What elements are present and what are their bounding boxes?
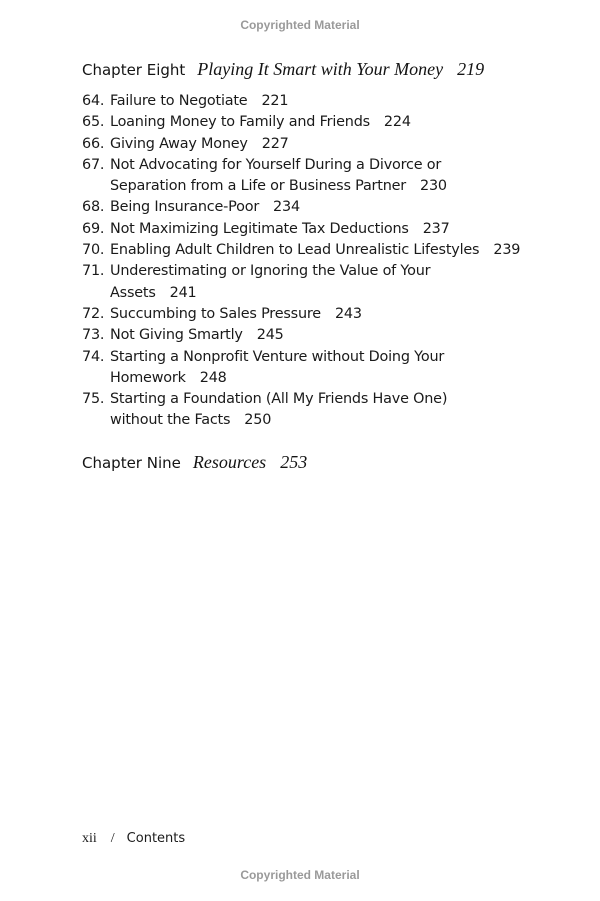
chapter-nine-heading <box>82 452 307 473</box>
entry-title-wrap <box>110 91 562 112</box>
entry-title: Giving Away Money <box>110 135 248 152</box>
toc-entry-list <box>82 91 562 432</box>
entry-title: Loaning Money to Family and Friends <box>110 114 370 131</box>
entry-title-wrap <box>110 261 445 304</box>
entry-title-wrap <box>110 112 562 133</box>
toc-entry <box>82 389 562 432</box>
entry-number: 64. <box>82 93 105 109</box>
toc-entry <box>82 304 562 325</box>
entry-page-number: 241 <box>169 284 197 301</box>
chapter-page-number: 219 <box>457 59 485 79</box>
entry-page-number: 248 <box>199 369 227 386</box>
copyright-watermark-bottom: Copyrighted Material <box>240 868 360 882</box>
running-head: Contents <box>126 831 186 846</box>
entry-title: Enabling Adult Children to Lead Unrealistic Lifestyles <box>110 242 480 259</box>
copyright-watermark-top: Copyrighted Material <box>240 18 360 32</box>
entry-title: Starting a Nonprofit Venture without Doing Your Homework <box>110 348 445 386</box>
entry-number: 68. <box>82 199 105 216</box>
chapter-label: Chapter Nine <box>82 454 181 472</box>
entry-page-number: 237 <box>422 220 450 237</box>
chapter-page-number: 253 <box>280 452 308 472</box>
chapter-title: Playing It Smart with Your Money <box>197 59 444 79</box>
entry-title-wrap <box>110 347 455 390</box>
folio-separator: / <box>110 831 115 846</box>
toc-entry <box>82 219 562 240</box>
toc-entry <box>82 155 562 198</box>
entry-number: 71. <box>82 263 105 280</box>
entry-title-wrap <box>110 219 562 240</box>
entry-page-number: 250 <box>244 412 272 429</box>
entry-title: Not Giving Smartly <box>110 327 243 344</box>
entry-title-wrap <box>110 197 562 218</box>
entry-page-number: 245 <box>256 327 284 344</box>
entry-page-number: 221 <box>261 93 289 109</box>
toc-entry <box>82 325 562 346</box>
toc-entry <box>82 261 562 304</box>
entry-title: Not Advocating for Yourself During a Divorce or Separation from a Life or Business Partner <box>110 156 442 195</box>
entry-title: Not Maximizing Legitimate Tax Deductions <box>110 220 409 237</box>
entry-title-wrap <box>110 240 562 261</box>
toc-entry <box>82 112 562 133</box>
entry-number: 66. <box>82 135 105 152</box>
entry-title: Being Insurance-Poor <box>110 199 260 216</box>
entry-title-wrap <box>110 389 455 432</box>
chapter-eight-heading <box>82 59 484 80</box>
entry-page-number: 224 <box>383 114 411 131</box>
toc-entry <box>82 347 562 390</box>
entry-title: Succumbing to Sales Pressure <box>110 305 321 322</box>
entry-title: Starting a Foundation (All My Friends Have One) without the Facts <box>110 391 448 429</box>
entry-title-wrap <box>110 155 450 198</box>
entry-page-number: 230 <box>420 178 447 195</box>
toc-entry <box>82 91 562 112</box>
entry-title-wrap <box>110 304 562 325</box>
toc-entry <box>82 240 562 261</box>
entry-number: 69. <box>82 220 105 237</box>
chapter-title: Resources <box>192 452 267 472</box>
entry-page-number: 227 <box>261 135 289 152</box>
toc-entry <box>82 134 562 155</box>
entry-title-wrap <box>110 325 562 346</box>
entry-number: 75. <box>82 391 105 408</box>
entry-title: Underestimating or Ignoring the Value of Your Assets <box>110 263 431 301</box>
entry-number: 73. <box>82 327 105 344</box>
page-folio: xii <box>82 831 97 846</box>
entry-number: 72. <box>82 305 105 322</box>
entry-title: Failure to Negotiate <box>110 93 248 109</box>
entry-page-number: 243 <box>334 305 362 322</box>
entry-title-wrap <box>110 134 562 155</box>
entry-number: 67. <box>82 156 105 173</box>
entry-page-number: 239 <box>493 242 521 259</box>
entry-number: 70. <box>82 242 105 259</box>
entry-number: 74. <box>82 348 105 365</box>
toc-entry <box>82 197 562 218</box>
page-footer <box>82 827 185 847</box>
chapter-label: Chapter Eight <box>82 61 186 79</box>
entry-page-number: 234 <box>273 199 300 216</box>
entry-number: 65. <box>82 114 105 131</box>
